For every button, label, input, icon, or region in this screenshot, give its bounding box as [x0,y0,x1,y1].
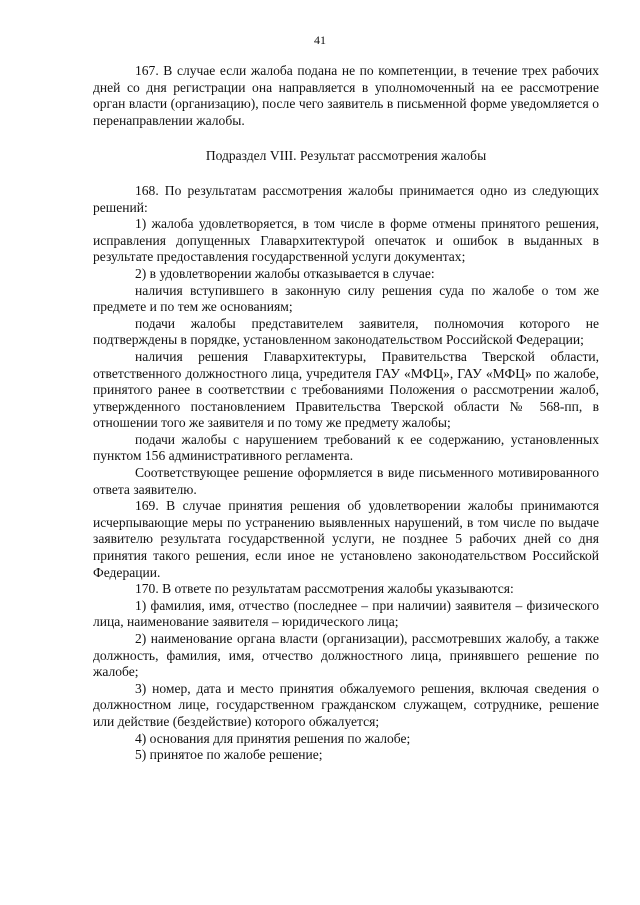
list-item-response-4: 4) основания для принятия решения по жалобе; [135,730,411,746]
paragraph-168: 168. По результатам рассмотрения жалобы принимается одно из следующих решений: [93,182,599,215]
paragraph-170: 170. В ответе по результатам рассмотрения жалобы указываются: [135,581,514,597]
list-item-response-1: 1) фамилия, имя, отчество (последнее – при наличии) заявителя – физического лица, наименование заявителя – юридического лица; [93,597,599,630]
list-item-decision-1: 1) жалоба удовлетворяется, в том числе в форме отмены принятого решения, исправления допущенных Главархитектурой опечаток и ошибок в выданных в результате предоставления государственной услуги документах; [93,216,599,265]
list-item-response-2: 2) наименование органа власти (организации), рассмотревших жалобу, а также должность, фамилия, имя, отчество должностного лица, принявшего решение по жалобе; [93,631,599,680]
refusal-ground-court: наличия вступившего в законную силу решения суда по жалобе о том же предмете и по тем же основаниям; [93,282,599,315]
refusal-ground-content-violation: подачи жалобы с нарушением требований к ее содержанию, установленных пунктом 156 административного регламента. [93,431,599,464]
page-number: 41 [314,33,326,47]
refusal-ground-representative: подачи жалобы представителем заявителя, полномочия которого не подтверждены в порядке, установленном законодательством Российской Федерации; [93,315,599,348]
paragraph-169: 169. В случае принятия решения об удовлетворении жалобы принимаются исчерпывающие меры по устранению выявленных нарушений, в том числе по выдаче заявителю результата государственной услуги, не позднее 5 рабочих дней со дня принятия такого решения, если иное не установлено законодательством Российской Федерации. [93,498,599,580]
document-body [93,63,599,764]
list-item-response-3: 3) номер, дата и место принятия обжалуемого решения, включая сведения о должностном лице, государственном гражданском служащем, сотруднике, решение или действие (бездействие) которого обжалуется; [93,680,599,729]
paragraph-167: 167. В случае если жалоба подана не по компетенции, в течение трех рабочих дней со дня регистрации она направляется в уполномоченный на ее рассмотрение орган власти (организацию), после чего заявитель в письменной форме уведомляется о перенаправлении жалобы. [93,63,599,128]
list-item-decision-2: 2) в удовлетворении жалобы отказывается в случае: [135,265,435,281]
paragraph-decision-form: Соответствующее решение оформляется в виде письменного мотивированного ответа заявителю. [93,465,599,497]
subsection-heading: Подраздел VIII. Результат рассмотрения жалобы [205,148,487,164]
refusal-ground-prior-decision: наличия решения Главархитектуры, Правительства Тверской области, ответственного должностного лица, учредителя ГАУ «МФЦ», ГАУ «МФЦ» по жалобе, принятого ранее в соответствии с требованиями Положения о рассмотрении жалоб, утвержденного постановлением Правительства Тверской области № 568-пп, в отношении того же заявителя и по тому же предмету жалобы; [93,348,599,431]
list-item-response-5: 5) принятое по жалобе решение; [135,747,323,763]
